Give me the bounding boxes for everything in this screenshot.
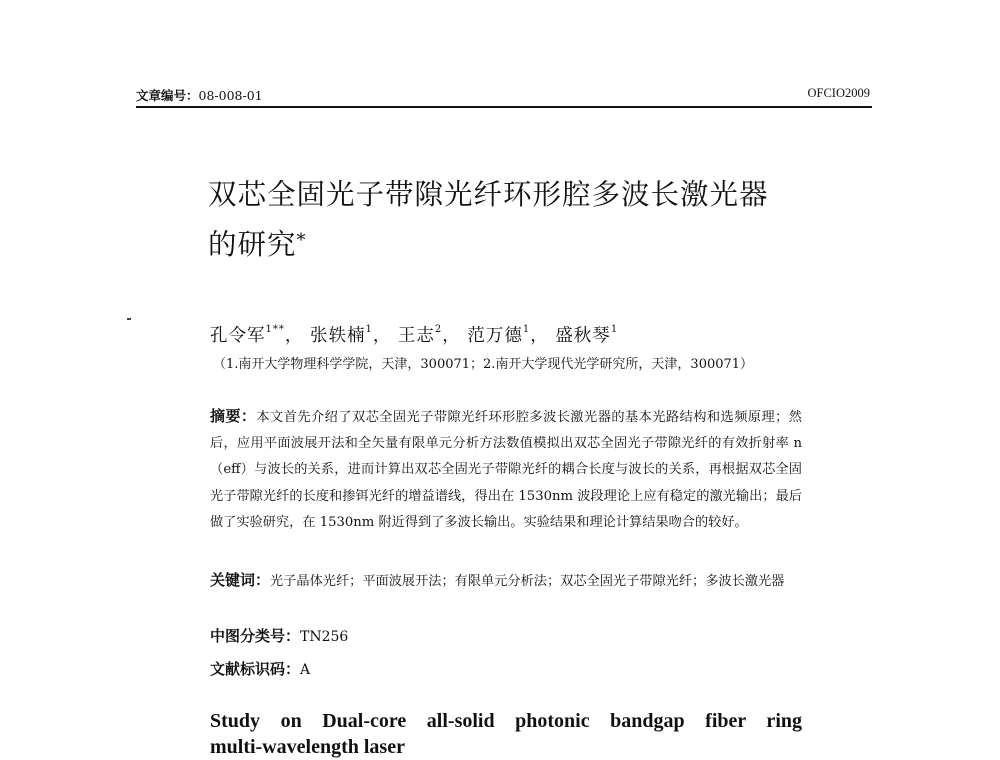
keywords-text: 光子晶体光纤；平面波展开法；有限单元分析法；双芯全固光子带隙光纤；多波长激光器 (270, 574, 785, 589)
chinese-title-line-1: 双芯全固光子带隙光纤环形腔多波长激光器 (208, 178, 769, 211)
abstract (210, 403, 802, 536)
article-number-block (136, 86, 263, 104)
author-name: 张轶楠 (309, 326, 366, 346)
author-affiliation-mark: 1 (610, 324, 619, 336)
scan-speck (127, 318, 131, 320)
author-affiliation-mark: 1 (365, 324, 373, 336)
clc-number (210, 625, 348, 646)
document-code-label: 文献标识码： (210, 660, 301, 678)
english-title-line-1: Study on Dual-core all-solid photonic bandgap fiber ring (210, 710, 802, 732)
document-code-value: A (300, 662, 311, 678)
author-affiliation-mark: 1** (265, 324, 285, 336)
title-footnote-mark: * (296, 230, 307, 251)
author-list: 孔令军$^{1**}$， 张轶楠$^1$， 王志$^2$， 范万德$^1$， 盛秋琴$^1$ (210, 324, 619, 346)
keywords-label: 关键词： (210, 571, 271, 589)
page-header (136, 86, 872, 108)
abstract-text: 本文首先介绍了双芯全固光子带隙光纤环形腔多波长激光器的基本光路结构和选频原理；然后，应用平面波展开法和全矢量有限单元分析方法数值模拟出双芯全固光子带隙光纤的有效折射率 n（eff）与波长的关系，进而计算出双芯全固光子带隙光纤的耦合长度与波长的关系，再根据双芯全固光子带隙光纤的长度和掺铒光纤的增益谱线，得出在 1530nm 波段理论上应有稳定的激光输出；最后做了实验研究，在 1530nm 附近得到了多波长输出。实验结果和理论计算结果吻合的较好。 (210, 410, 802, 530)
clc-value: TN256 (300, 629, 349, 645)
english-title-line-2: multi-wavelength laser (210, 736, 405, 758)
clc-label: 中图分类号： (210, 627, 301, 645)
conference-code: OFCIO2009 (807, 86, 870, 100)
abstract-label: 摘要： (210, 407, 257, 425)
author-name: 王志 (397, 326, 435, 346)
article-number: 08-008-01 (198, 88, 263, 103)
affiliations: （1.南开大学物理科学学院，天津，300071；2.南开大学现代光学研究所，天津，300071） (213, 357, 754, 372)
chinese-title-line-2-text: 的研究 (208, 228, 297, 261)
article-number-label: 文章编号： (136, 88, 199, 103)
author-name: 盛秋琴 (555, 326, 611, 346)
author-affiliation-mark: 1 (522, 324, 531, 336)
keywords (210, 567, 802, 595)
author-affiliation-mark: 2 (434, 324, 443, 336)
document-code (210, 658, 310, 679)
english-title (210, 708, 802, 760)
author-name: 孔令军 (210, 326, 266, 346)
chinese-title-line-2 (208, 220, 818, 270)
author-name: 范万德 (467, 326, 523, 346)
chinese-title (208, 170, 818, 270)
